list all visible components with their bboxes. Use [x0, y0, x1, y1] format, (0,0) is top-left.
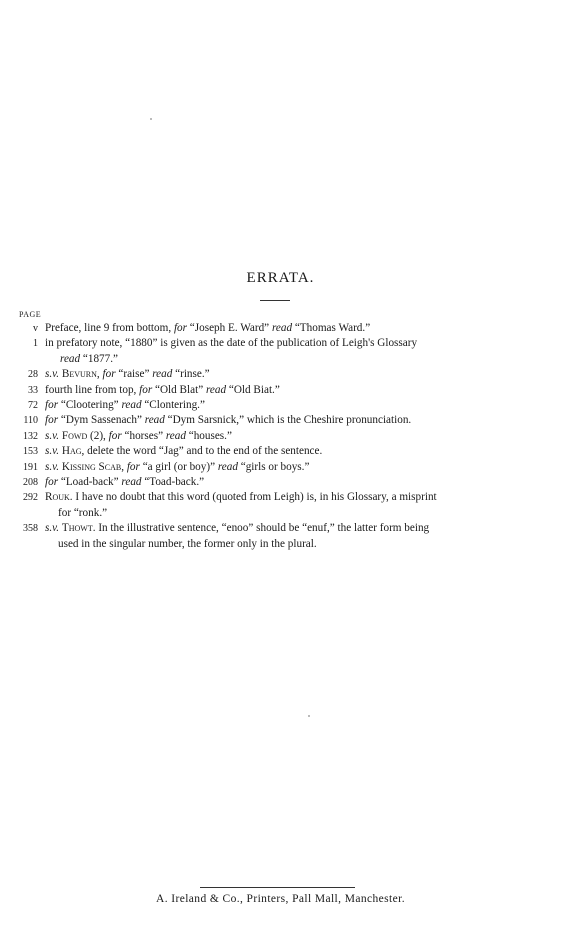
entry-text-segment: for “ronk.” [58, 506, 108, 519]
entry-text-segment: s.v. [45, 522, 60, 535]
entry-text-segment: read [165, 429, 186, 442]
entry-text-segment: “Old Biat.” [226, 383, 280, 396]
entry-correction [45, 367, 540, 382]
entry-text-segment: read [121, 398, 142, 411]
entry-text-segment: “1877.” [80, 352, 118, 365]
errata-entry [0, 460, 561, 475]
entry-text-segment: in prefatory note, “1880” is given as the date of the publication of Leigh's Glossary [45, 337, 418, 350]
entry-text-segment: for [173, 322, 187, 334]
entry-page-number: 132 [23, 430, 38, 442]
entry-correction [45, 444, 540, 459]
errata-entry [0, 429, 561, 444]
entry-text-segment: “Dym Sassenach” [58, 414, 145, 427]
entry-text-segment: s.v. [45, 368, 60, 381]
entry-page-number: 1 [33, 338, 38, 350]
entry-text-segment: for [108, 429, 122, 442]
entry-text-segment: Thowt [61, 522, 93, 535]
entry-text-segment: , delete the word “Jag” and to the end of the sentence. [81, 445, 323, 458]
entry-text-segment: read [152, 368, 173, 381]
entry-correction [45, 413, 540, 428]
errata-entry [0, 336, 561, 367]
entry-text-segment: read [205, 383, 227, 396]
errata-entry [0, 413, 561, 428]
errata-title: ERRATA. [246, 270, 315, 286]
entry-text-segment: Bevurn [61, 368, 97, 381]
entry-text-segment: s.v. [45, 445, 60, 458]
entry-text-segment: (2), [87, 429, 109, 442]
entry-page-number: v [33, 323, 38, 334]
entry-text-segment: s.v. [45, 460, 60, 473]
entry-correction [45, 383, 540, 398]
entry-correction [45, 475, 540, 490]
entry-text-segment: “Toad-back.” [141, 475, 205, 488]
entry-text-segment: “horses” [121, 429, 166, 442]
entry-page-number: 33 [28, 384, 38, 396]
errata-entry [0, 521, 561, 552]
entry-text-segment: “houses.” [185, 429, 232, 442]
entry-correction [45, 429, 540, 444]
entry-text-segment: Preface, line 9 from bottom, [45, 322, 174, 334]
entry-text-segment: fourth line from top, [45, 383, 140, 396]
entry-page-number: 292 [23, 492, 38, 504]
entry-continuation [58, 537, 553, 552]
errata-entry [0, 398, 561, 413]
entry-correction [45, 460, 540, 475]
entry-text-segment: for [45, 398, 59, 411]
entry-text-segment: for [102, 368, 116, 381]
entry-text-segment: “Thomas Ward.” [292, 322, 371, 334]
entry-text-segment: , [96, 368, 103, 381]
entry-text-segment: read [121, 475, 142, 488]
entry-correction [45, 321, 540, 336]
errata-list [0, 321, 561, 552]
entry-text-segment: “raise” [115, 368, 153, 381]
entry-text-segment: read [60, 352, 81, 365]
entry-text-segment: Hag [61, 445, 82, 458]
paper-speck [308, 715, 310, 717]
entry-text-segment: “rinse.” [172, 368, 210, 381]
errata-entry [0, 383, 561, 398]
entry-text-segment: . In the illustrative sentence, “enoo” should be “enuf,” the latter form being [92, 522, 430, 535]
entry-page-number: 191 [23, 461, 38, 473]
entry-text-segment: Rouk [45, 491, 70, 504]
entry-page-number: 110 [23, 415, 38, 427]
entry-text-segment: “Clontering.” [141, 398, 205, 411]
printer-imprint: A. Ireland & Co., Printers, Pall Mall, Manchester. [155, 893, 405, 905]
entry-text-segment: read [271, 322, 293, 334]
paper-speck [150, 118, 152, 120]
page-column-label: PAGE [19, 310, 42, 319]
entry-text-segment: “a girl (or boy)” [139, 460, 218, 473]
entry-text-segment: “Dym Sarsnick,” which is the Cheshire pronunciation. [164, 414, 412, 427]
entry-page-number: 28 [28, 369, 38, 381]
entry-text-segment: “girls or boys.” [237, 460, 310, 473]
errata-entry [0, 490, 561, 521]
entry-text-segment: for [126, 460, 140, 473]
entry-text-segment: Kissing Scab [61, 460, 122, 473]
entry-text-segment: “Clootering” [58, 398, 122, 411]
entry-text-segment: “Old Blat” [152, 383, 206, 396]
errata-entry [0, 475, 561, 490]
entry-correction [45, 490, 540, 505]
entry-text-segment: for [139, 383, 153, 396]
entry-text-segment: Fowd [61, 429, 88, 442]
title-rule [260, 300, 290, 301]
errata-entry [0, 367, 561, 382]
entry-correction [45, 398, 540, 413]
entry-page-number: 72 [28, 399, 38, 411]
entry-text-segment: , [121, 460, 127, 473]
entry-text-segment: read [217, 460, 238, 473]
footer-rule [200, 887, 355, 888]
entry-correction [45, 521, 540, 536]
entry-text-segment: read [144, 414, 165, 427]
entry-text-segment: used in the singular number, the former only in the plural. [58, 537, 317, 550]
errata-entry [0, 321, 561, 336]
entry-page-number: 358 [23, 523, 38, 535]
entry-continuation [60, 352, 555, 367]
entry-text-segment: s.v. [45, 429, 60, 442]
entry-text-segment: for [45, 414, 59, 427]
entry-page-number: 153 [23, 446, 38, 458]
entry-correction [45, 336, 540, 351]
entry-text-segment: . I have no doubt that this word (quoted from Leigh) is, in his Glossary, a misprint [69, 491, 437, 504]
entry-text-segment: for [45, 475, 59, 488]
entry-text-segment: “Joseph E. Ward” [187, 322, 272, 334]
entry-page-number: 208 [23, 476, 38, 488]
entry-continuation [58, 506, 553, 521]
errata-entry [0, 444, 561, 459]
entry-text-segment: “Load-back” [58, 475, 122, 488]
